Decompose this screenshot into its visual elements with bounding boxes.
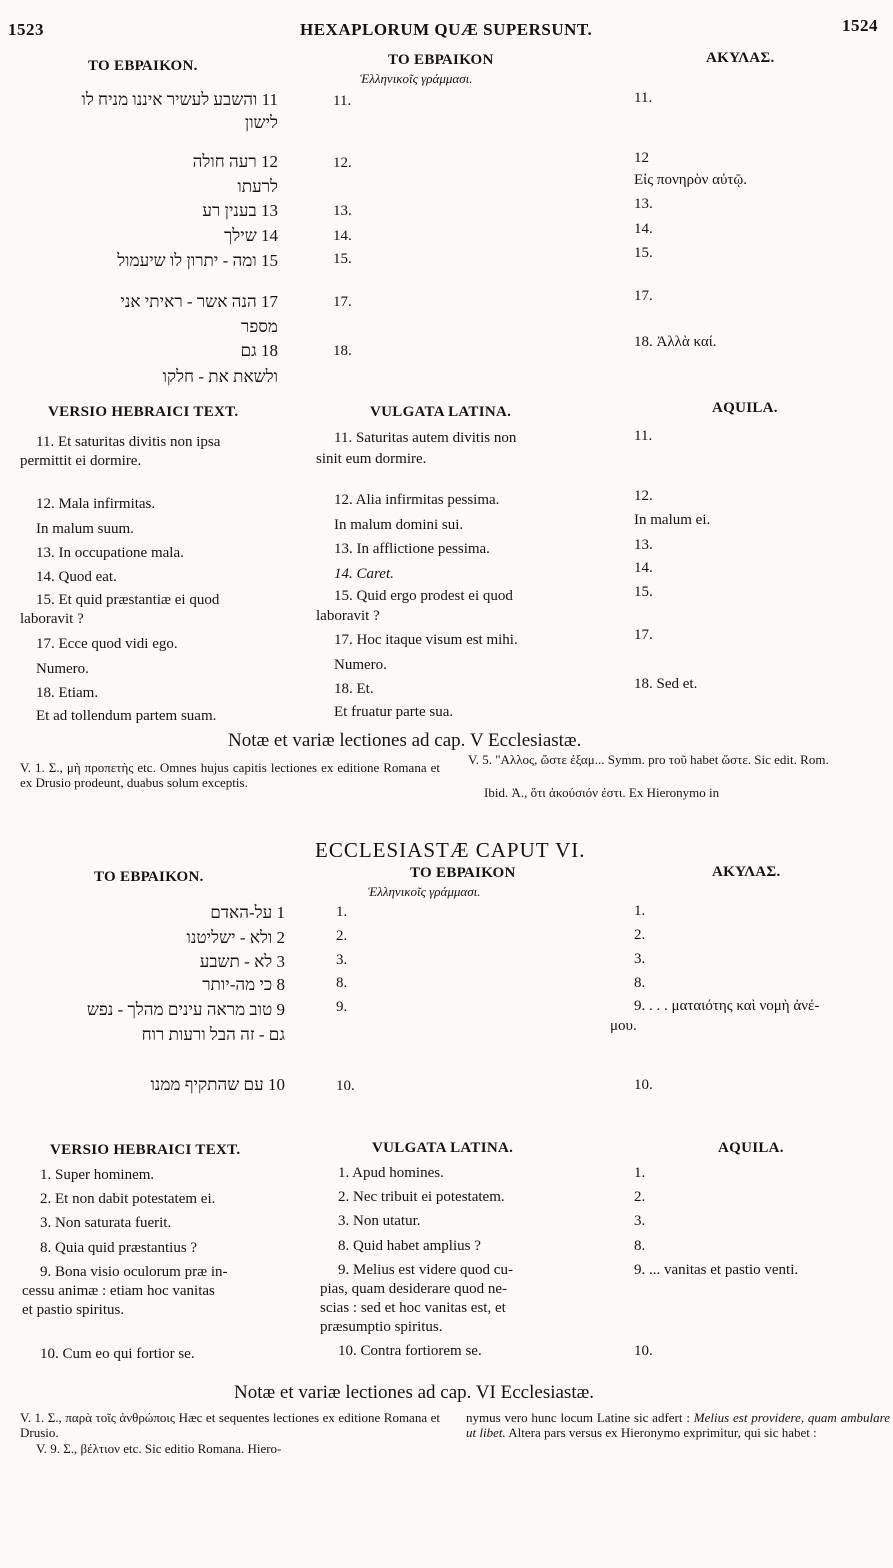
vulgata-line: laboravit ? (316, 608, 380, 624)
hebrew-line: ולשאת את - חלקו (162, 367, 278, 386)
hebrew-line: לרעתו (237, 177, 278, 196)
vulgata-line: 9. Melius est videre quod cu- (338, 1262, 513, 1278)
aquila-verse: 12 (634, 150, 649, 166)
latin-head-versio: VERSIO HEBRAICI TEXT. (50, 1142, 241, 1158)
versio-line: et pastio spiritus. (22, 1302, 125, 1318)
hebrew-line: 12 רעה חולה (192, 152, 278, 171)
hebrew-line: 18 גם (240, 341, 278, 360)
hebrew-line: 10 עם שהתקיף ממנו (150, 1075, 285, 1094)
vulgata-line: 10. Contra fortiorem se. (338, 1343, 482, 1359)
transliteration-verse: 13. (333, 203, 352, 219)
aquila-latin-line: 11. (634, 428, 653, 444)
aquila-latin-line: 3. (634, 1213, 646, 1229)
versio-line: 15. Et quid præstantiæ ei quod (36, 592, 220, 608)
aquila-verse: 8. (634, 975, 646, 991)
latin-head-aquila: AQUILA. (712, 400, 778, 416)
running-title: HEXAPLORUM QUÆ SUPERSUNT. (300, 20, 593, 39)
vulgata-line: Et fruatur parte sua. (334, 704, 454, 720)
vulgata-line: pias, quam desiderare quod ne- (320, 1281, 508, 1297)
vulgata-line: sinit eum dormire. (316, 451, 427, 467)
versio-line: laboravit ? (20, 611, 84, 627)
hebrew-line: מספר (240, 317, 278, 336)
aquila-latin-line: In malum ei. (634, 512, 711, 528)
aquila-verse: 1. (634, 903, 646, 919)
aquila-latin-line: 14. (634, 560, 653, 576)
vulgata-line: In malum domini sui. (334, 517, 464, 533)
transliteration-verse: 8. (336, 975, 348, 991)
transliteration-verse: 9. (336, 999, 348, 1015)
aquila-verse: 10. (634, 1077, 653, 1093)
versio-line: 12. Mala infirmitas. (36, 496, 156, 512)
vulgata-line: 15. Quid ergo prodest ei quod (334, 588, 513, 604)
transliteration-verse: 11. (333, 93, 352, 109)
aquila-verse: Εἰς πονηρὸν αὐτῷ. (634, 172, 748, 188)
hebrew-line: 3 לא - תשבע (199, 952, 285, 971)
versio-line: 11. Et saturitas divitis non ipsa (36, 434, 221, 450)
vulgata-line: scias : sed et hoc vanitas est, et (320, 1300, 506, 1316)
transliteration-verse: 3. (336, 952, 348, 968)
aquila-latin-line: 13. (634, 537, 653, 553)
vulgata-line: 18. Et. (334, 681, 374, 697)
transliteration-verse: 15. (333, 251, 352, 267)
aquila-verse: 9. . . . ματαιότης καὶ νομὴ ἀνέ- (634, 998, 820, 1014)
note-right-italic: Melius est providere, quam ambulare ut libet. (466, 1410, 890, 1440)
versio-line: permittit ei dormire. (20, 453, 142, 469)
vulgata-line: 13. In afflictione pessima. (334, 541, 490, 557)
versio-line: Et ad tollendum partem suam. (36, 708, 217, 724)
vulgata-line: 11. Saturitas autem divitis non (334, 430, 517, 446)
hebrew-line: 8 כי מה-יותר (202, 975, 285, 994)
transliteration-verse: 2. (336, 928, 348, 944)
aquila-verse: 14. (634, 221, 653, 237)
versio-line: cessu animæ : etiam hoc vanitas (22, 1283, 215, 1299)
aquila-verse: 17. (634, 288, 653, 304)
versio-line: Numero. (36, 661, 89, 677)
aquila-latin-line: 12. (634, 488, 653, 504)
aquila-latin-line: 2. (634, 1189, 646, 1205)
hebrew-line: 14 שילך (223, 226, 278, 245)
aquila-verse: 18. Ἀλλὰ καί. (634, 334, 717, 350)
transliteration-verse: 1. (336, 904, 348, 920)
aquila-verse: 2. (634, 927, 646, 943)
vulgata-line: Numero. (334, 657, 387, 673)
versio-line: 13. In occupatione mala. (36, 545, 184, 561)
col-head-aquila: ΑΚΥΛΑΣ. (712, 864, 781, 880)
aquila-latin-line: 18. Sed et. (634, 676, 698, 692)
vulgata-line: 3. Non utatur. (338, 1213, 421, 1229)
versio-line: 1. Super hominem. (40, 1167, 155, 1183)
vulgata-line: præsumptio spiritus. (320, 1319, 443, 1335)
versio-line: 2. Et non dabit potestatem ei. (40, 1191, 216, 1207)
col-head-aquila: ΑΚΥΛΑΣ. (706, 50, 775, 66)
note-left: V. 1. Σ., παρὰ τοῖς ἀνθρώποις Hæc et sequentes lectiones ex editione Romana et Drusio. (20, 1410, 440, 1440)
versio-line: 18. Etiam. (36, 685, 99, 701)
col-head-hebrew: ΤΟ ΕΒΡΑΙΚΟΝ. (88, 58, 198, 74)
aquila-latin-line: 10. (634, 1343, 653, 1359)
note-right-text: nymus vero hunc locum Latine sic adfert : (466, 1410, 694, 1425)
notes-title: Notæ et variæ lectiones ad cap. VI Ecclesiastæ. (234, 1382, 595, 1403)
aquila-verse: 11. (634, 90, 653, 106)
note-right-text: Altera pars versus ex Hieronymo exprimitur, qui sic habet : (505, 1425, 817, 1440)
aquila-verse: 15. (634, 245, 653, 261)
col-head-transliteration: ΤΟ ΕΒΡΑΙΚΟΝ (388, 52, 494, 68)
vulgata-line: 17. Hoc itaque visum est mihi. (334, 632, 518, 648)
chapter-title: ECCLESIASTÆ CAPUT VI. (315, 838, 586, 862)
latin-head-vulgata: VULGATA LATINA. (370, 404, 512, 420)
hebrew-line: 15 ומה - יתרון לו שיעמול (117, 251, 278, 270)
col-head-transliteration: ΤΟ ΕΒΡΑΙΚΟΝ (410, 865, 516, 881)
hebrew-line: 1 על-האדם (210, 903, 285, 922)
versio-line: 3. Non saturata fuerit. (40, 1215, 172, 1231)
col-head-transliteration-sub: Ἑλληνικοῖς γράμμασι. (368, 884, 481, 899)
aquila-latin-line: 17. (634, 627, 653, 643)
aquila-verse: μου. (610, 1018, 637, 1034)
col-head-transliteration-sub: Ἑλληνικοῖς γράμμασι. (360, 71, 473, 86)
hebrew-line: 13 בענין רע (202, 201, 278, 220)
aquila-verse: 13. (634, 196, 653, 212)
transliteration-verse: 12. (333, 155, 352, 171)
transliteration-verse: 14. (333, 228, 352, 244)
latin-head-vulgata: VULGATA LATINA. (372, 1140, 514, 1156)
vulgata-line: 2. Nec tribuit ei potestatem. (338, 1189, 505, 1205)
latin-head-versio: VERSIO HEBRAICI TEXT. (48, 404, 239, 420)
transliteration-verse: 18. (333, 343, 352, 359)
transliteration-verse: 17. (333, 294, 352, 310)
col-head-hebrew: ΤΟ ΕΒΡΑΙΚΟΝ. (94, 869, 204, 885)
aquila-latin-line: 15. (634, 584, 653, 600)
vulgata-line: 12. Alia infirmitas pessima. (334, 492, 500, 508)
aquila-latin-line: 9. ... vanitas et pastio venti. (634, 1262, 799, 1278)
versio-line: 9. Bona visio oculorum præ in- (40, 1264, 228, 1280)
note-left: V. 9. Σ., βέλτιον etc. Sic editio Romana. Hiero- (36, 1441, 282, 1456)
hebrew-line: גם - זה הבל ורעות רוח (141, 1025, 285, 1044)
versio-line: 14. Quod eat. (36, 569, 117, 585)
note-right: V. 5. "Αλλος, ὥστε ἐξαμ... Symm. pro τοῦ habet ὥστε. Sic edit. Rom. (468, 752, 829, 767)
hebrew-line: 11 והשבע לעשיר איננו מניח לו (81, 90, 278, 109)
notes-title: Notæ et variæ lectiones ad cap. V Ecclesiastæ. (228, 730, 582, 751)
hebrew-line: לישון (244, 113, 278, 132)
page-number-left: 1523 (8, 20, 44, 39)
aquila-latin-line: 8. (634, 1238, 646, 1254)
versio-line: 10. Cum eo qui fortior se. (40, 1346, 195, 1362)
aquila-verse: 3. (634, 951, 646, 967)
latin-head-aquila: AQUILA. (718, 1140, 784, 1156)
page-number-right: 1524 (842, 16, 878, 35)
hebrew-line: 9 טוב מראה עינים מהלך - נפש (86, 1000, 285, 1019)
hebrew-line: 17 הנה אשר - ראיתי אני (120, 292, 278, 311)
note-left: V. 1. Σ., μὴ προπετὴς etc. Omnes hujus capitis lectiones ex editione Romana et ex Drusio prodeunt, duabus solum exceptis. (20, 760, 440, 790)
vulgata-line: 8. Quid habet amplius ? (338, 1238, 481, 1254)
transliteration-verse: 10. (336, 1078, 355, 1094)
versio-line: 8. Quia quid præstantius ? (40, 1240, 198, 1256)
vulgata-line: 14. Caret. (334, 566, 394, 582)
hebrew-line: 2 ולא - ישליטנו (186, 928, 285, 947)
versio-line: In malum suum. (36, 521, 134, 537)
aquila-latin-line: 1. (634, 1165, 646, 1181)
vulgata-line: 1. Apud homines. (338, 1165, 444, 1181)
note-right: Ibid. Ἀ., ὅτι ἀκούσιόν ἐστι. Ex Hieronymo in (484, 785, 720, 800)
versio-line: 17. Ecce quod vidi ego. (36, 636, 178, 652)
note-right (466, 1410, 890, 1440)
